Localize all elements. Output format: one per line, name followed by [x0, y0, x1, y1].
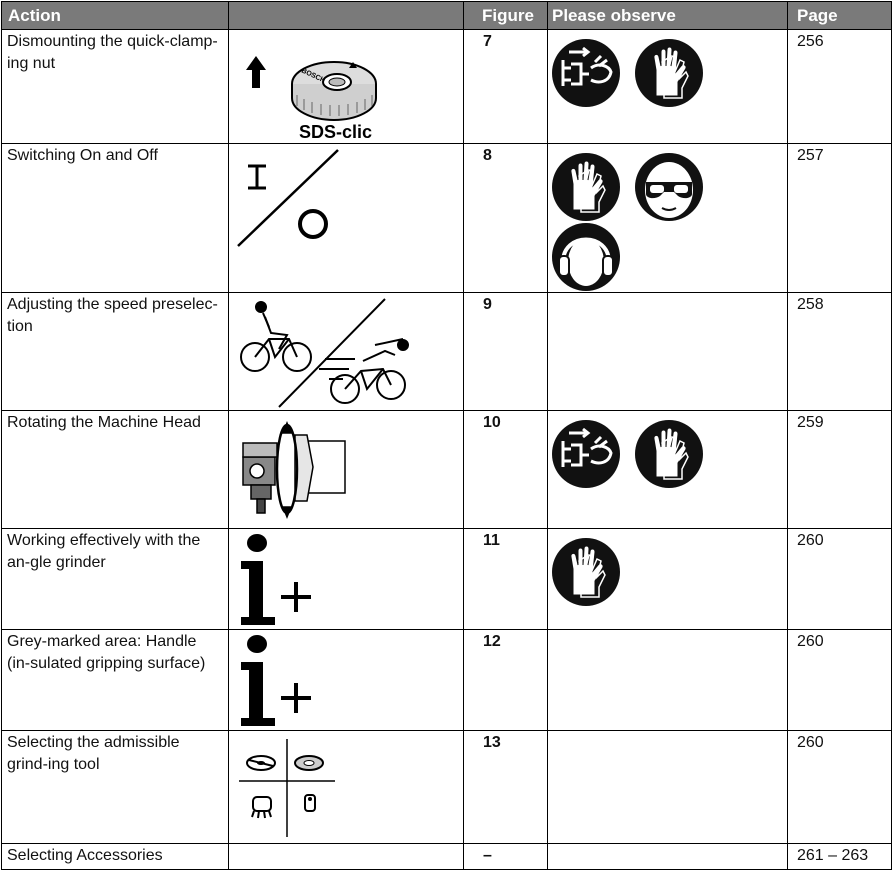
- quick-clamping-nut-illustration: [239, 32, 439, 144]
- table-row: [2, 731, 892, 844]
- figure-cell: 11: [464, 529, 548, 630]
- figure-cell: 10: [464, 411, 548, 529]
- illustration-cell: [229, 529, 464, 630]
- figure-cell: 7: [464, 30, 548, 144]
- page-cell: 257: [788, 144, 892, 293]
- action-cell: Selecting Accessories: [2, 844, 229, 870]
- action-cell: Switching On and Off: [2, 144, 229, 293]
- illustration-cell: [229, 630, 464, 731]
- page-cell: 261 – 263: [788, 844, 892, 870]
- action-cell: Rotating the Machine Head: [2, 411, 229, 529]
- on-off-illustration: [234, 146, 434, 258]
- header-please-observe: Please observe: [548, 2, 788, 30]
- page-cell: 260: [788, 731, 892, 844]
- header-illustration: [229, 2, 464, 30]
- illustration-cell: [229, 844, 464, 870]
- illustration-cell: [229, 144, 464, 293]
- table-header-row: [2, 2, 892, 30]
- illustration-cell: [229, 411, 464, 529]
- info-plus-icon: [235, 632, 335, 730]
- gloves-icon: [551, 152, 621, 222]
- table-row: [2, 30, 892, 144]
- observe-cell: [548, 30, 788, 144]
- info-plus-icon: [235, 531, 335, 629]
- header-figure: Figure: [464, 2, 548, 30]
- figure-cell: 12: [464, 630, 548, 731]
- table-row: [2, 144, 892, 293]
- svg-text:BOSCH: BOSCH: [300, 67, 327, 85]
- unplug-icon: [551, 38, 621, 108]
- page-cell: 260: [788, 630, 892, 731]
- sds-clic-label: SDS-clic: [299, 122, 373, 142]
- gloves-icon: [551, 537, 621, 607]
- figure-cell: –: [464, 844, 548, 870]
- observe-cell: [548, 731, 788, 844]
- action-cell: Adjusting the speed preselec-tion: [2, 293, 229, 411]
- unplug-icon: [551, 419, 621, 489]
- table-row: [2, 293, 892, 411]
- safety-goggles-icon: [634, 152, 704, 222]
- ear-protection-icon: [551, 222, 621, 292]
- table-row: [2, 411, 892, 529]
- figure-cell: 13: [464, 731, 548, 844]
- page-cell: 258: [788, 293, 892, 411]
- table-row: [2, 630, 892, 731]
- action-cell: Grey-marked area: Handle (in-sulated gripping surface): [2, 630, 229, 731]
- page-cell: 260: [788, 529, 892, 630]
- figure-cell: 8: [464, 144, 548, 293]
- observe-cell: [548, 630, 788, 731]
- grinding-tools-illustration: [235, 733, 355, 843]
- observe-cell: [548, 144, 788, 293]
- action-table: [1, 1, 892, 870]
- gloves-icon: [634, 38, 704, 108]
- action-cell: Working effectively with the an-gle grinder: [2, 529, 229, 630]
- observe-cell: [548, 529, 788, 630]
- page-cell: 256: [788, 30, 892, 144]
- observe-cell: [548, 844, 788, 870]
- action-cell: Dismounting the quick-clamp-ing nut: [2, 30, 229, 144]
- speed-preselection-illustration: [235, 295, 435, 411]
- page-cell: 259: [788, 411, 892, 529]
- illustration-cell: [229, 293, 464, 411]
- illustration-cell: [229, 731, 464, 844]
- gloves-icon: [634, 419, 704, 489]
- table-row: [2, 529, 892, 630]
- header-action: Action: [2, 2, 229, 30]
- observe-cell: [548, 293, 788, 411]
- illustration-cell: [229, 30, 464, 144]
- observe-cell: [548, 411, 788, 529]
- rotate-machine-head-illustration: [235, 413, 435, 529]
- table-row: [2, 844, 892, 870]
- action-cell: Selecting the admissible grind-ing tool: [2, 731, 229, 844]
- header-page: Page: [788, 2, 892, 30]
- figure-cell: 9: [464, 293, 548, 411]
